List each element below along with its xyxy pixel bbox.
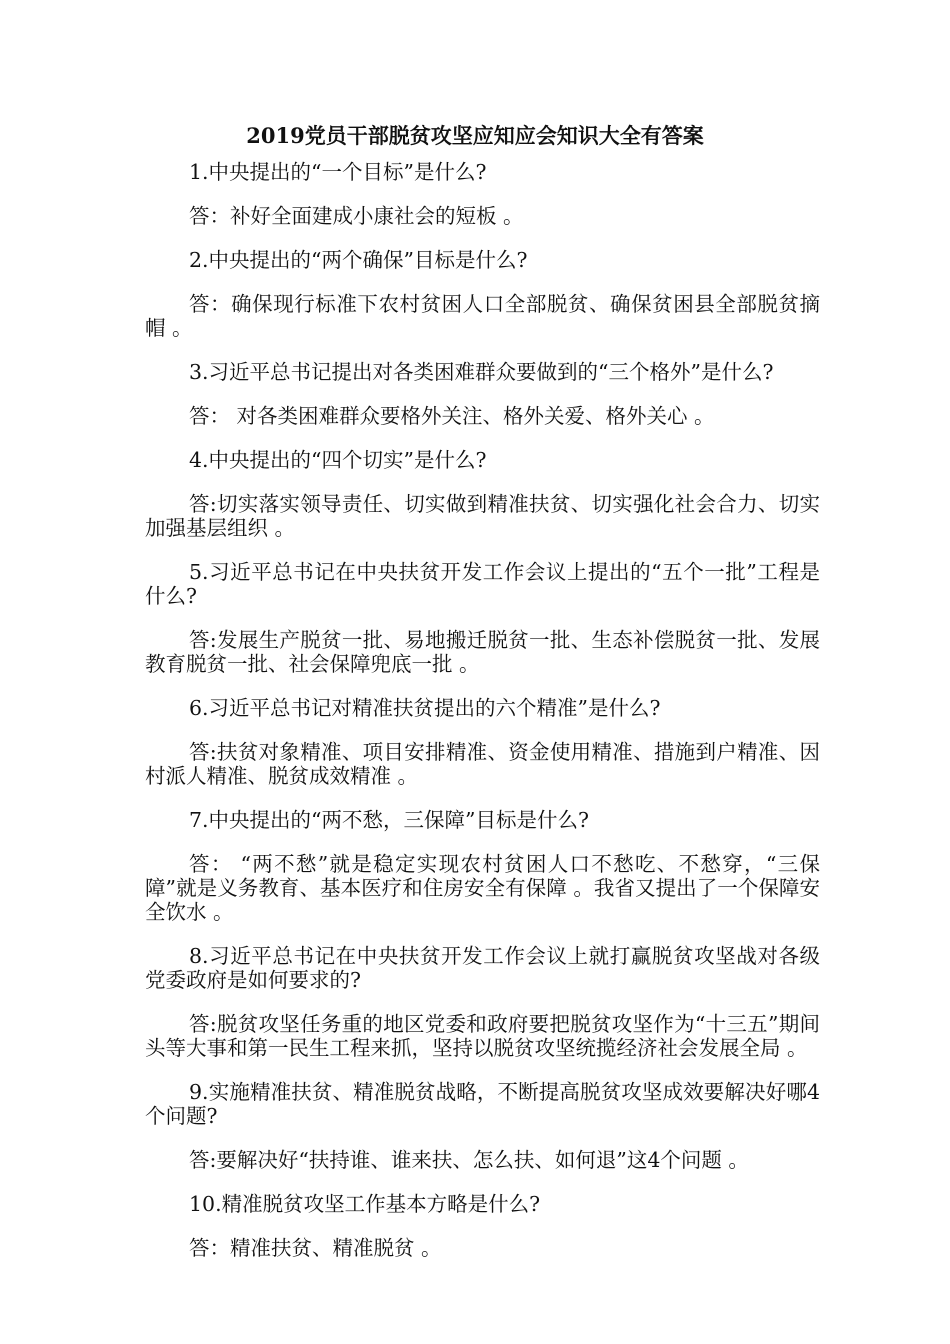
question-10: 10.精准脱贫攻坚工作基本方略是什么?	[189, 1192, 541, 1216]
question-7: 7.中央提出的“两不愁，三保障”目标是什么?	[189, 808, 590, 832]
answer-3: 答： 对各类困难群众要格外关注、格外关爱、格外关心 。	[189, 404, 715, 428]
question-5: 5.习近平总书记在中央扶贫开发工作会议上提出的“五个一批”工程是什么?	[145, 560, 820, 608]
answer-9: 答:要解决好“扶持谁、谁来扶、怎么扶、如何退”这4个问题 。	[189, 1148, 749, 1172]
question-4: 4.中央提出的“四个切实”是什么?	[189, 448, 487, 472]
question-8: 8.习近平总书记在中央扶贫开发工作会议上就打赢脱贫攻坚战对各级党委政府是如何要求的?	[145, 944, 820, 992]
question-6: 6.习近平总书记对精准扶贫提出的六个精准”是什么?	[189, 696, 661, 720]
question-3: 3.习近平总书记提出对各类困难群众要做到的“三个格外”是什么?	[189, 360, 774, 384]
document-title: 2019党员干部脱贫攻坚应知应会知识大全有答案	[246, 123, 704, 148]
answer-2: 答：确保现行标准下农村贫困人口全部脱贫、确保贫困县全部脱贫摘帽 。	[145, 292, 820, 340]
answer-8: 答:脱贫攻坚任务重的地区党委和政府要把脱贫攻坚作为“十三五”期间头等大事和第一民生工程来抓，坚持以脱贫攻坚统揽经济社会发展全局 。	[145, 1012, 820, 1060]
question-1: 1.中央提出的“一个目标”是什么?	[189, 160, 487, 184]
answer-1: 答：补好全面建成小康社会的短板 。	[189, 204, 524, 228]
question-9: 9.实施精准扶贫、精准脱贫战略，不断提高脱贫攻坚成效要解决好哪4个问题?	[145, 1080, 820, 1128]
question-2: 2.中央提出的“两个确保”目标是什么?	[189, 248, 528, 272]
answer-7: 答： “两不愁”就是稳定实现农村贫困人口不愁吃、不愁穿，“三保障”就是义务教育、基本医疗和住房安全有保障 。我省又提出了一个保障安全饮水 。	[145, 852, 820, 924]
answer-4: 答:切实落实领导责任、切实做到精准扶贫、切实强化社会合力、切实加强基层组织 。	[145, 492, 820, 540]
answer-10: 答：精准扶贫、精准脱贫 。	[189, 1236, 442, 1260]
answer-6: 答:扶贫对象精准、项目安排精准、资金使用精准、措施到户精准、因村派人精准、脱贫成效精准 。	[145, 740, 820, 788]
qa-list	[145, 160, 820, 1280]
answer-5: 答:发展生产脱贫一批、易地搬迁脱贫一批、生态补偿脱贫一批、发展教育脱贫一批、社会保障兜底一批 。	[145, 628, 820, 676]
